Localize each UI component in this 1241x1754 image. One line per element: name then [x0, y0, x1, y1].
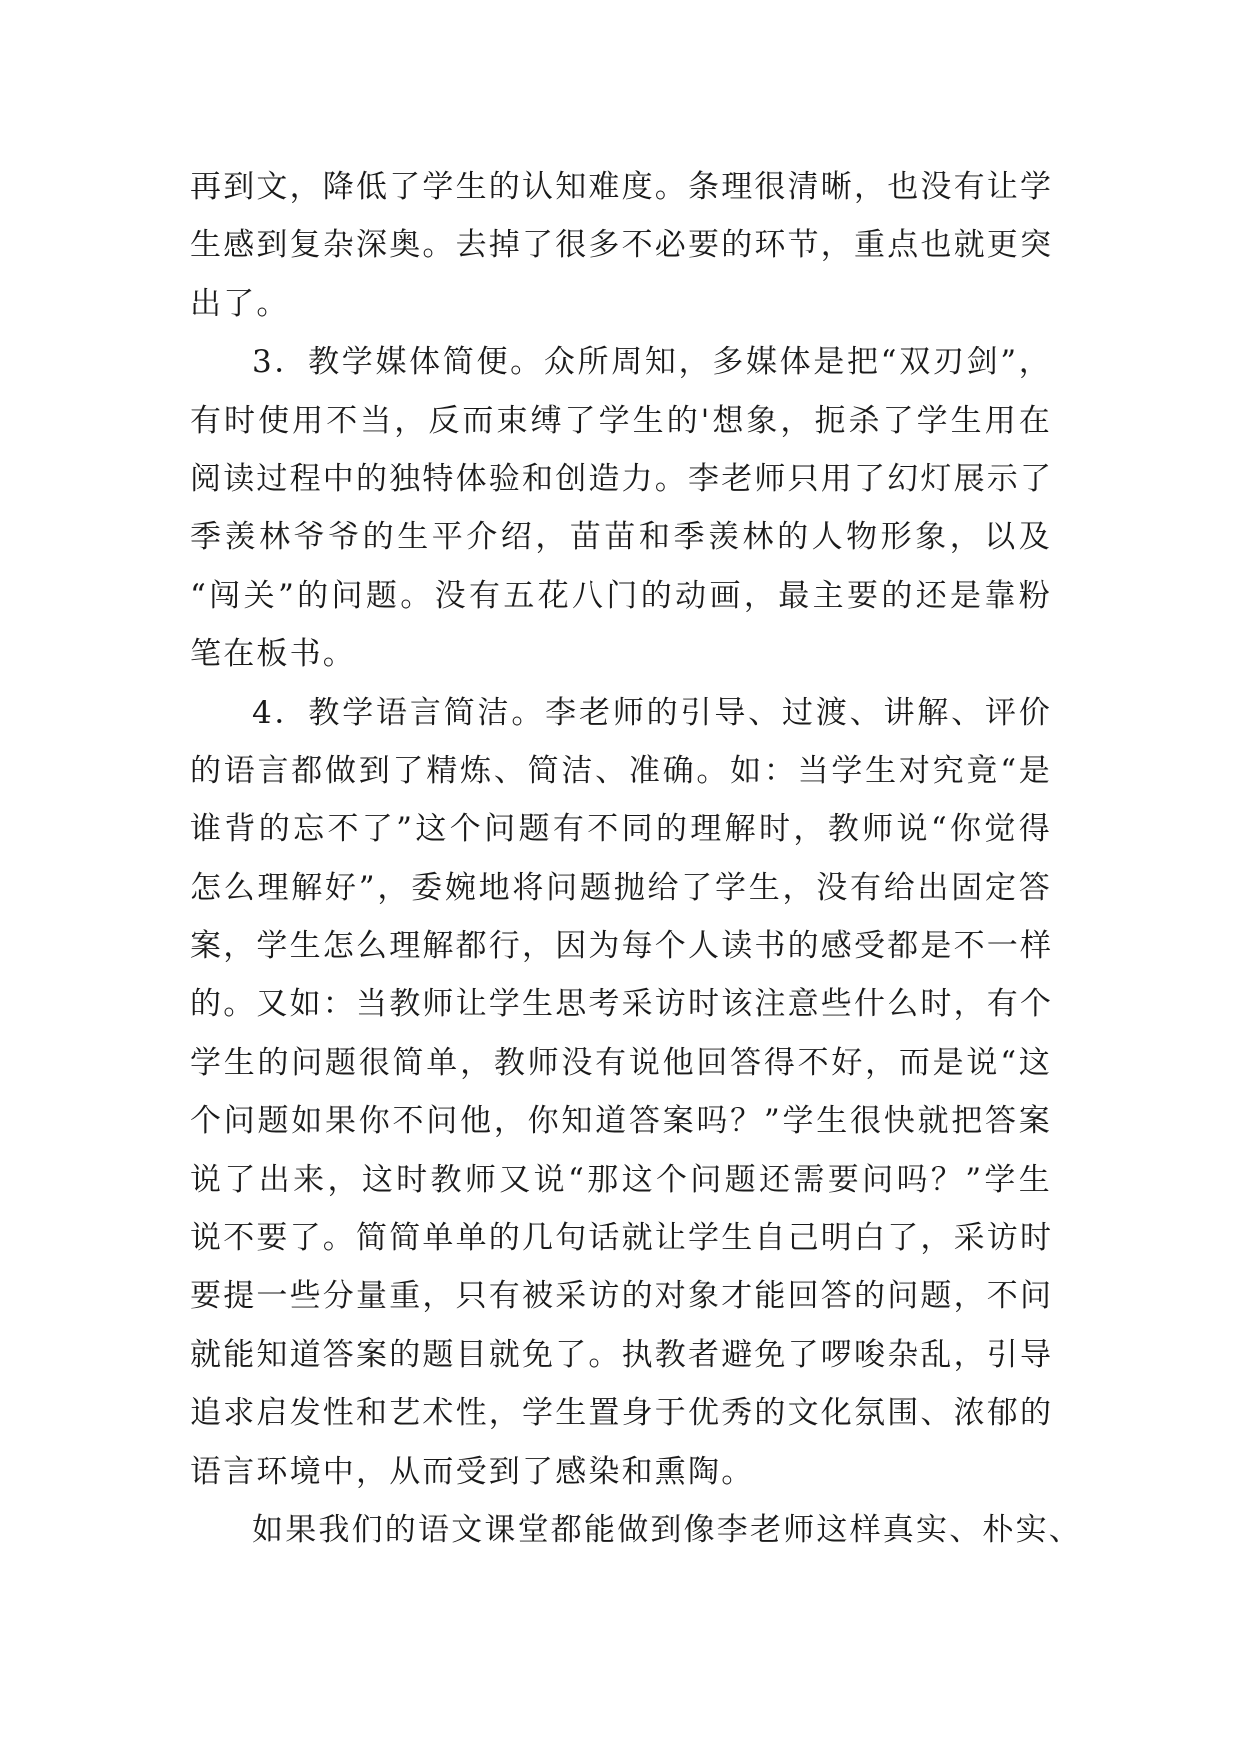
- paragraph: [190, 333, 1052, 683]
- text-line: 再到文，降低了学生的认知难度。条理很清晰，也没有让学: [190, 169, 1054, 205]
- paragraph: [190, 1501, 1082, 1559]
- text-line: 笔在板书。: [190, 636, 356, 673]
- text-line: “闯关”的问题。没有五花八门的动画，最主要的还是靠粉: [190, 577, 1052, 614]
- text-line: 谁背的忘不了”这个问题有不同的理解时，教师说“你觉得: [190, 811, 1052, 848]
- text-line: 说不要了。简简单单的几句话就让学生自己明白了，采访时: [190, 1220, 1054, 1257]
- text-line: 个问题如果你不问他，你知道答案吗？”学生很快就把答案: [190, 1103, 1052, 1140]
- text-line: 如果我们的语文课堂都能做到像李老师这样真实、朴实、: [252, 1511, 1082, 1548]
- text-line: 怎么理解好”，委婉地将问题抛给了学生，没有给出固定答: [190, 869, 1052, 906]
- text-line: 追求启发性和艺术性，学生置身于优秀的文化氛围、浓郁的: [190, 1395, 1054, 1432]
- text-line: 季羡林爷爷的生平介绍，苗苗和季羡林的人物形象，以及: [190, 519, 1052, 556]
- document-body: [190, 158, 1082, 1559]
- text-line: 出了。: [190, 285, 290, 322]
- text-line: 说了出来，这时教师又说“那这个问题还需要问吗？”学生: [190, 1161, 1052, 1198]
- text-line: 阅读过程中的独特体验和创造力。李老师只用了幻灯展示了: [190, 460, 1054, 497]
- text-line: 要提一些分量重，只有被采访的对象才能回答的问题，不问: [190, 1278, 1054, 1315]
- paragraph: [190, 684, 1052, 1501]
- text-line: 的。又如：当教师让学生思考采访时该注意些什么时，有个: [190, 986, 1054, 1023]
- text-line: 语言环境中，从而受到了感染和熏陶。: [190, 1453, 755, 1490]
- text-line: 的语言都做到了精炼、简洁、准确。如：当学生对究竟“是: [190, 752, 1052, 789]
- text-line: 学生的问题很简单，教师没有说他回答得不好，而是说“这: [190, 1044, 1052, 1081]
- paragraph: [190, 158, 1052, 333]
- text-line: 案，学生怎么理解都行，因为每个人读书的感受都是不一样: [190, 928, 1054, 965]
- text-line: 生感到复杂深奥。去掉了很多不必要的环节，重点也就更突: [190, 227, 1054, 264]
- text-line: 3．教学媒体简便。众所周知，多媒体是把“双刃剑”，: [252, 344, 1052, 381]
- text-line: 4．教学语言简洁。李老师的引导、过渡、讲解、评价: [252, 694, 1052, 731]
- text-line: 有时使用不当，反而束缚了学生的'想象，扼杀了学生用在: [190, 402, 1052, 439]
- text-line: 就能知道答案的题目就免了。执教者避免了啰唆杂乱，引导: [190, 1336, 1054, 1373]
